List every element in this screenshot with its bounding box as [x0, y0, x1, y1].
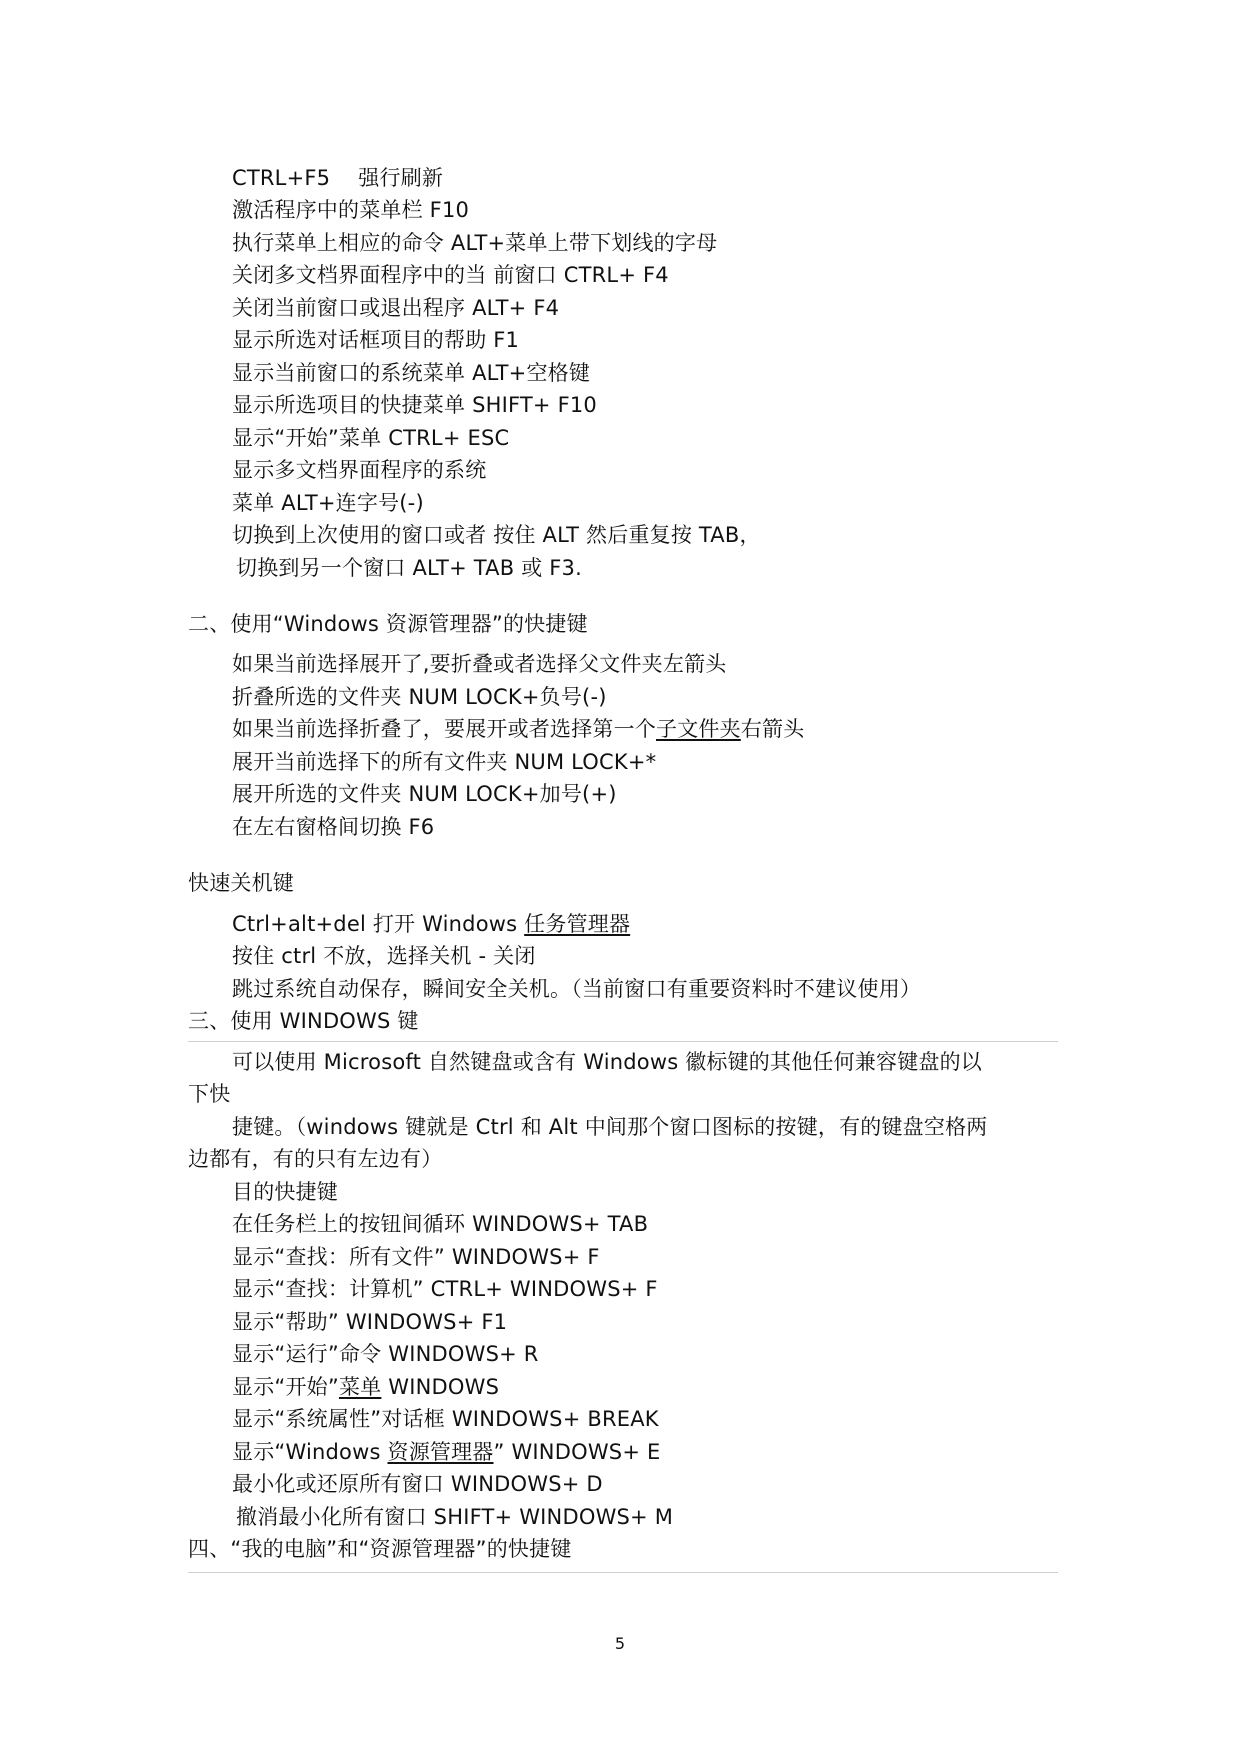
text-segment: 右箭头: [740, 717, 805, 741]
text-line: 展开所选的文件夹 NUM LOCK+加号(+): [232, 782, 617, 806]
section-heading: 三、使用 WINDOWS 键: [188, 1009, 419, 1033]
text-line: 激活程序中的菜单栏 F10: [232, 198, 470, 222]
text-segment: 如果当前选择折叠了，要展开或者选择第一个: [232, 717, 656, 741]
text-line: 显示“帮助” WINDOWS+ F1: [232, 1310, 508, 1334]
text-line: 显示“系统属性”对话框 WINDOWS+ BREAK: [232, 1407, 659, 1431]
text-line: 折叠所选的文件夹 NUM LOCK+负号(-): [232, 685, 607, 709]
section-heading: 快速关机键: [188, 871, 294, 895]
text-line: 边都有，有的只有左边有）: [188, 1147, 443, 1171]
menu-link[interactable]: 菜单: [338, 1375, 382, 1399]
text-line: 捷键。（windows 键就是 Ctrl 和 Alt 中间那个窗口图标的按键，有的键盘空格两: [232, 1115, 988, 1139]
text-line: 显示“运行”命令 WINDOWS+ R: [232, 1342, 539, 1366]
text-line: CTRL+F5 强行刷新: [232, 166, 444, 190]
text-segment: Ctrl+alt+del 打开 Windows: [232, 912, 525, 936]
text-line: 执行菜单上相应的命令 ALT+菜单上带下划线的字母: [232, 231, 718, 255]
text-line: 目的快捷键: [232, 1180, 338, 1204]
text-line: 跳过系统自动保存，瞬间安全关机。（当前窗口有重要资料时不建议使用）: [232, 977, 922, 1001]
text-line: 显示所选对话框项目的帮助 F1: [232, 328, 520, 352]
text-line: 切换到另一个窗口 ALT+ TAB 或 F3.: [236, 556, 582, 580]
text-line: 撤消最小化所有窗口 SHIFT+ WINDOWS+ M: [236, 1505, 674, 1529]
text-line: 显示当前窗口的系统菜单 ALT+空格键: [232, 361, 591, 385]
text-line: 显示“查找：所有文件” WINDOWS+ F: [232, 1245, 600, 1269]
text-segment: ” WINDOWS+ E: [493, 1440, 661, 1464]
text-line: [232, 1438, 660, 1466]
text-segment: 显示“Windows: [232, 1440, 388, 1464]
text-line: 按住 ctrl 不放，选择关机 - 关闭: [232, 944, 536, 968]
text-line: 显示所选项目的快捷菜单 SHIFT+ F10: [232, 393, 597, 417]
text-line: 最小化或还原所有窗口 WINDOWS+ D: [232, 1472, 603, 1496]
text-line: 切换到上次使用的窗口或者 按住 ALT 然后重复按 TAB，: [232, 523, 761, 547]
text-line: 显示“开始”菜单 CTRL+ ESC: [232, 426, 510, 450]
text-line: [232, 715, 804, 743]
text-line: 如果当前选择展开了,要折叠或者选择父文件夹左箭头: [232, 652, 727, 676]
text-segment: WINDOWS: [381, 1375, 500, 1399]
section-heading: 四、“我的电脑”和“资源管理器”的快捷键: [188, 1537, 572, 1561]
text-line: [232, 1373, 499, 1401]
text-line: 显示“查找：计算机” CTRL+ WINDOWS+ F: [232, 1277, 658, 1301]
text-segment: 显示“开始”: [232, 1375, 339, 1399]
text-line: 关闭当前窗口或退出程序 ALT+ F4: [232, 296, 560, 320]
section-heading: 二、使用“Windows 资源管理器”的快捷键: [188, 612, 588, 636]
page-number: 5: [614, 1634, 626, 1653]
text-line: 展开当前选择下的所有文件夹 NUM LOCK+*: [232, 750, 657, 774]
text-line: 在任务栏上的按钮间循环 WINDOWS+ TAB: [232, 1212, 649, 1236]
text-line: 可以使用 Microsoft 自然键盘或含有 Windows 徽标键的其他任何兼容键盘的以: [232, 1050, 983, 1074]
text-line: [232, 910, 630, 938]
text-line: 在左右窗格间切换 F6: [232, 815, 435, 839]
divider: [188, 1041, 1058, 1042]
text-line: 关闭多文档界面程序中的当 前窗口 CTRL+ F4: [232, 263, 669, 287]
text-line: 菜单 ALT+连字号(-): [232, 491, 424, 515]
subfolder-link[interactable]: 子文件夹: [656, 717, 741, 741]
task-manager-link[interactable]: 任务管理器: [524, 912, 631, 936]
text-line: 下快: [188, 1082, 231, 1106]
text-line: 显示多文档界面程序的系统: [232, 458, 487, 482]
divider: [188, 1572, 1058, 1573]
explorer-link[interactable]: 资源管理器: [387, 1440, 494, 1464]
